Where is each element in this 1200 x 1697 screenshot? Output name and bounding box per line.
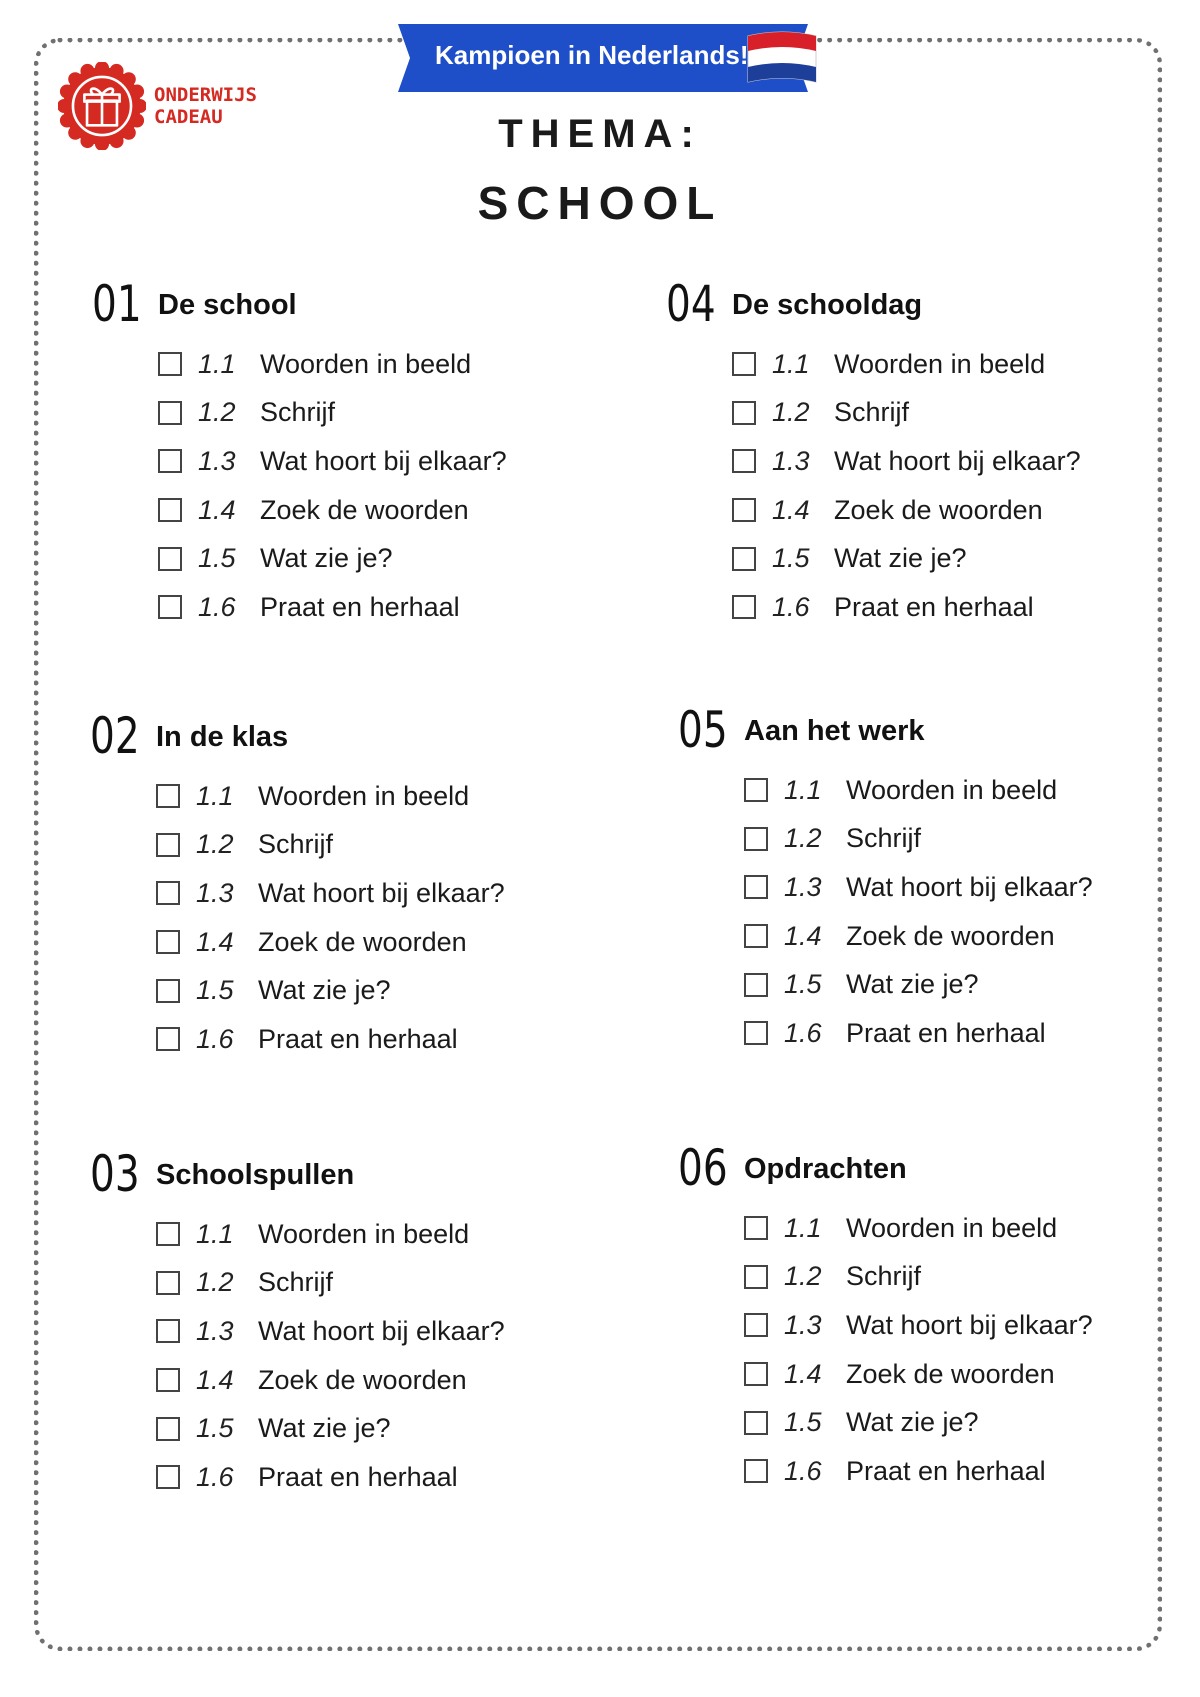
section-number: 04 bbox=[666, 275, 716, 333]
exercise-item bbox=[744, 815, 1093, 864]
exercise-checkbox[interactable] bbox=[158, 498, 182, 522]
exercise-item bbox=[158, 486, 507, 535]
exercise-label: Schrijf bbox=[846, 1261, 922, 1292]
section-title: De schooldag bbox=[732, 289, 923, 321]
exercise-checkbox[interactable] bbox=[744, 827, 768, 851]
exercise-number: 1.2 bbox=[196, 829, 234, 860]
exercise-item bbox=[744, 1253, 1093, 1302]
exercise-checkbox[interactable] bbox=[156, 784, 180, 808]
exercise-checkbox[interactable] bbox=[156, 881, 180, 905]
exercise-checkbox[interactable] bbox=[744, 924, 768, 948]
exercise-checkbox[interactable] bbox=[158, 595, 182, 619]
exercise-checkbox[interactable] bbox=[744, 1021, 768, 1045]
exercise-checkbox[interactable] bbox=[158, 547, 182, 571]
exercise-checkbox[interactable] bbox=[744, 1362, 768, 1386]
exercise-label: Praat en herhaal bbox=[846, 1455, 1046, 1486]
exercise-item bbox=[156, 966, 505, 1015]
exercise-label: Wat hoort bij elkaar? bbox=[258, 877, 505, 908]
exercise-checkbox[interactable] bbox=[744, 1459, 768, 1483]
exercise-item bbox=[156, 821, 505, 870]
exercise-item bbox=[732, 486, 1081, 535]
exercise-number: 1.6 bbox=[784, 1455, 822, 1486]
exercise-list bbox=[156, 772, 505, 1064]
exercise-item bbox=[744, 1009, 1093, 1058]
section-number: 06 bbox=[678, 1139, 728, 1197]
section-number: 02 bbox=[90, 707, 140, 765]
exercise-item bbox=[732, 437, 1081, 486]
brand-line-2: CADEAU bbox=[154, 106, 223, 128]
exercise-number: 1.6 bbox=[198, 591, 236, 622]
exercise-number: 1.6 bbox=[196, 1023, 234, 1054]
exercise-checkbox[interactable] bbox=[156, 1319, 180, 1343]
exercise-number: 1.3 bbox=[198, 445, 236, 476]
exercise-checkbox[interactable] bbox=[732, 595, 756, 619]
exercise-item bbox=[156, 869, 505, 918]
exercise-number: 1.3 bbox=[772, 445, 810, 476]
exercise-checkbox[interactable] bbox=[158, 401, 182, 425]
exercise-label: Woorden in beeld bbox=[834, 348, 1046, 379]
exercise-item bbox=[744, 863, 1093, 912]
section-number: 03 bbox=[90, 1145, 140, 1203]
exercise-number: 1.1 bbox=[196, 780, 234, 811]
exercise-number: 1.4 bbox=[198, 494, 236, 525]
exercise-list bbox=[156, 1210, 505, 1502]
exercise-item bbox=[158, 437, 507, 486]
exercise-number: 1.4 bbox=[784, 920, 822, 951]
exercise-checkbox[interactable] bbox=[156, 979, 180, 1003]
exercise-checkbox[interactable] bbox=[732, 352, 756, 376]
exercise-checkbox[interactable] bbox=[732, 498, 756, 522]
exercise-label: Schrijf bbox=[260, 397, 336, 428]
exercise-number: 1.1 bbox=[784, 1212, 822, 1243]
exercise-number: 1.1 bbox=[772, 348, 810, 379]
exercise-number: 1.3 bbox=[196, 1315, 234, 1346]
exercise-list bbox=[744, 1204, 1093, 1496]
theme-title: SCHOOL bbox=[477, 177, 723, 229]
exercise-label: Schrijf bbox=[258, 829, 334, 860]
section-title: Schoolspullen bbox=[156, 1159, 355, 1191]
exercise-checkbox[interactable] bbox=[732, 449, 756, 473]
exercise-number: 1.3 bbox=[196, 877, 234, 908]
exercise-label: Praat en herhaal bbox=[834, 591, 1034, 622]
exercise-label: Wat zie je? bbox=[834, 543, 967, 574]
exercise-label: Wat zie je? bbox=[258, 1413, 391, 1444]
exercise-label: Zoek de woorden bbox=[846, 1358, 1055, 1389]
exercise-checkbox[interactable] bbox=[744, 778, 768, 802]
exercise-label: Woorden in beeld bbox=[846, 774, 1058, 805]
exercise-label: Schrijf bbox=[846, 823, 922, 854]
exercise-item bbox=[156, 1356, 505, 1405]
exercise-item bbox=[156, 1404, 505, 1453]
exercise-checkbox[interactable] bbox=[744, 875, 768, 899]
exercise-label: Wat zie je? bbox=[260, 543, 393, 574]
exercise-item bbox=[744, 1301, 1093, 1350]
exercise-label: Wat hoort bij elkaar? bbox=[260, 445, 507, 476]
exercise-checkbox[interactable] bbox=[158, 449, 182, 473]
exercise-item bbox=[744, 912, 1093, 961]
exercise-number: 1.5 bbox=[198, 543, 236, 574]
exercise-item bbox=[744, 1398, 1093, 1447]
section-title: Aan het werk bbox=[744, 715, 925, 747]
exercise-label: Wat zie je? bbox=[258, 975, 391, 1006]
dutch-flag-icon bbox=[744, 30, 820, 88]
exercise-checkbox[interactable] bbox=[732, 401, 756, 425]
exercise-number: 1.4 bbox=[196, 1364, 234, 1395]
exercise-label: Woorden in beeld bbox=[846, 1212, 1058, 1243]
exercise-checkbox[interactable] bbox=[156, 930, 180, 954]
exercise-checkbox[interactable] bbox=[744, 1411, 768, 1435]
exercise-number: 1.5 bbox=[784, 969, 822, 1000]
exercise-checkbox[interactable] bbox=[744, 1313, 768, 1337]
exercise-number: 1.1 bbox=[784, 774, 822, 805]
exercise-item bbox=[158, 340, 507, 389]
exercise-number: 1.2 bbox=[772, 397, 810, 428]
exercise-label: Zoek de woorden bbox=[260, 494, 469, 525]
banner-text: Kampioen in Nederlands! bbox=[435, 40, 749, 70]
exercise-label: Zoek de woorden bbox=[258, 1364, 467, 1395]
exercise-label: Zoek de woorden bbox=[258, 926, 467, 957]
exercise-checkbox[interactable] bbox=[156, 1417, 180, 1441]
exercise-number: 1.5 bbox=[784, 1407, 822, 1438]
exercise-checkbox[interactable] bbox=[744, 1265, 768, 1289]
exercise-checkbox[interactable] bbox=[156, 1027, 180, 1051]
exercise-item bbox=[158, 534, 507, 583]
exercise-number: 1.5 bbox=[772, 543, 810, 574]
section-title: Opdrachten bbox=[744, 1153, 907, 1185]
exercise-number: 1.2 bbox=[198, 397, 236, 428]
exercise-number: 1.6 bbox=[784, 1017, 822, 1048]
exercise-label: Praat en herhaal bbox=[258, 1461, 458, 1492]
theme-label: THEMA: bbox=[498, 112, 702, 156]
exercise-number: 1.6 bbox=[196, 1461, 234, 1492]
exercise-label: Woorden in beeld bbox=[258, 1218, 470, 1249]
exercise-number: 1.3 bbox=[784, 871, 822, 902]
exercise-checkbox[interactable] bbox=[744, 973, 768, 997]
exercise-item bbox=[158, 583, 507, 632]
exercise-number: 1.1 bbox=[198, 348, 236, 379]
exercise-number: 1.2 bbox=[196, 1267, 234, 1298]
exercise-checkbox[interactable] bbox=[156, 1271, 180, 1295]
exercise-label: Wat hoort bij elkaar? bbox=[846, 871, 1093, 902]
exercise-label: Wat zie je? bbox=[846, 969, 979, 1000]
exercise-label: Zoek de woorden bbox=[846, 920, 1055, 951]
exercise-number: 1.6 bbox=[772, 591, 810, 622]
exercise-list bbox=[732, 340, 1081, 632]
exercise-item bbox=[156, 1210, 505, 1259]
exercise-number: 1.1 bbox=[196, 1218, 234, 1249]
section-title: In de klas bbox=[156, 721, 289, 753]
exercise-checkbox[interactable] bbox=[156, 1368, 180, 1392]
exercise-item bbox=[744, 1447, 1093, 1496]
exercise-number: 1.2 bbox=[784, 1261, 822, 1292]
exercise-item bbox=[732, 534, 1081, 583]
exercise-item bbox=[732, 389, 1081, 438]
exercise-label: Schrijf bbox=[834, 397, 910, 428]
exercise-number: 1.5 bbox=[196, 975, 234, 1006]
exercise-label: Wat zie je? bbox=[846, 1407, 979, 1438]
exercise-item bbox=[732, 583, 1081, 632]
exercise-checkbox[interactable] bbox=[732, 547, 756, 571]
exercise-checkbox[interactable] bbox=[744, 1216, 768, 1240]
exercise-checkbox[interactable] bbox=[158, 352, 182, 376]
exercise-item bbox=[156, 1015, 505, 1064]
exercise-list bbox=[744, 766, 1093, 1058]
exercise-number: 1.4 bbox=[196, 926, 234, 957]
exercise-label: Wat hoort bij elkaar? bbox=[846, 1309, 1093, 1340]
exercise-label: Praat en herhaal bbox=[260, 591, 460, 622]
exercise-item bbox=[744, 1350, 1093, 1399]
exercise-label: Woorden in beeld bbox=[258, 780, 470, 811]
exercise-number: 1.4 bbox=[784, 1358, 822, 1389]
exercise-item bbox=[156, 918, 505, 967]
exercise-label: Schrijf bbox=[258, 1267, 334, 1298]
exercise-checkbox[interactable] bbox=[156, 1222, 180, 1246]
exercise-item bbox=[156, 772, 505, 821]
exercise-item bbox=[158, 389, 507, 438]
exercise-label: Praat en herhaal bbox=[258, 1023, 458, 1054]
exercise-label: Zoek de woorden bbox=[834, 494, 1043, 525]
exercise-item bbox=[156, 1307, 505, 1356]
section-number: 01 bbox=[92, 275, 142, 333]
exercise-label: Wat hoort bij elkaar? bbox=[258, 1315, 505, 1346]
section-number: 05 bbox=[678, 701, 728, 759]
exercise-label: Praat en herhaal bbox=[846, 1017, 1046, 1048]
brand-line-1: ONDERWIJS bbox=[154, 84, 257, 106]
exercise-number: 1.3 bbox=[784, 1309, 822, 1340]
exercise-item bbox=[732, 340, 1081, 389]
exercise-checkbox[interactable] bbox=[156, 833, 180, 857]
exercise-label: Woorden in beeld bbox=[260, 348, 472, 379]
exercise-list bbox=[158, 340, 507, 632]
exercise-checkbox[interactable] bbox=[156, 1465, 180, 1489]
exercise-item bbox=[744, 960, 1093, 1009]
exercise-number: 1.5 bbox=[196, 1413, 234, 1444]
exercise-item bbox=[156, 1259, 505, 1308]
section-title: De school bbox=[158, 289, 297, 321]
exercise-number: 1.4 bbox=[772, 494, 810, 525]
exercise-label: Wat hoort bij elkaar? bbox=[834, 445, 1081, 476]
exercise-item bbox=[744, 1204, 1093, 1253]
exercise-item bbox=[156, 1453, 505, 1502]
exercise-item bbox=[744, 766, 1093, 815]
exercise-number: 1.2 bbox=[784, 823, 822, 854]
